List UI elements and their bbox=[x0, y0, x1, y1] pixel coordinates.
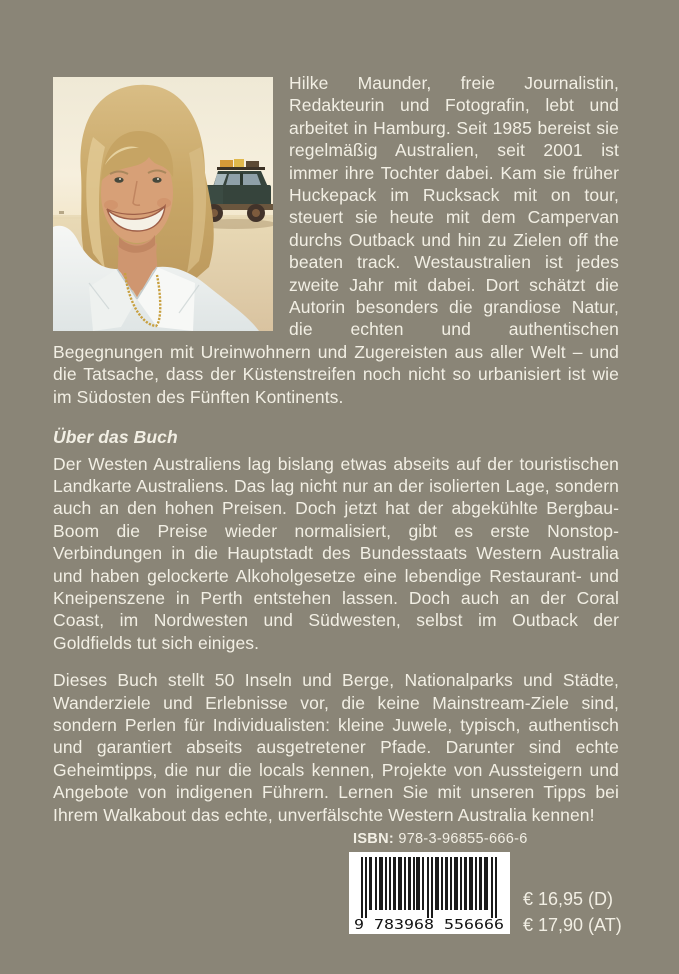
isbn-block bbox=[349, 830, 622, 934]
about-heading: Über das Buch bbox=[53, 427, 178, 448]
back-cover-text bbox=[53, 72, 619, 826]
author-photo bbox=[53, 77, 273, 331]
about-paragraph-1: Der Westen Australiens lag bislang etwas abseits auf der touristischen Landkarte Australiens. Das lag nicht nur an der isolierten Lage, sondern auch an den hohen Preisen. Doch jetzt hat der abgekühlte Bergbau-Boom die Preise wieder normalisiert, gibt es erste Nonstop-Verbindungen in die Hauptstadt des Bundesstaats Western Australia und haben gelockerte Alkoholgesetze eine lebendige Restaurant- und Kneipenszene in Perth entstehen lassen. Doch auch an der Coral Coast, im Nordwesten und Südwesten, selbst im Outback der Goldfields tut sich einiges. bbox=[53, 453, 619, 653]
isbn-line bbox=[353, 830, 622, 849]
author-photo-illustration bbox=[53, 77, 273, 331]
ean-barcode bbox=[349, 852, 510, 934]
author-bio-paragraph bbox=[53, 72, 619, 408]
isbn-number: 978-3-96855-666-6 bbox=[398, 831, 528, 847]
price-germany: € 16,95 (D) bbox=[523, 889, 614, 909]
isbn-label: ISBN: bbox=[353, 831, 394, 847]
barcode-digits: 9 783968 556666 bbox=[354, 918, 504, 933]
author-bio-text: Hilke Maunder, freie Journalistin, Redakteurin und Fotografin, lebt und arbeitet in Hamburg. Seit 1985 bereist sie regelmäßig Australien, seit 2001 ist immer ihre Tochter dabei. Kam sie früher Huckepack im Rucksack mit on tour, steuert sie heute mit dem Campervan durchs Outback und hin zu Zielen off the beaten track. Westaustralien ist jedes zweite Jahr mit dabei. Dort schätzt die Autorin besonders die grandiose Natur, die echten und authentischen Begegnungen mit Ureinwohnern und Zugereisten aus aller Welt – und die Tatsache, dass der Küstenstreifen noch nicht so urbanisiert ist wie im Südosten des Fünften Kontinents. bbox=[53, 73, 619, 407]
barcode-bars bbox=[361, 857, 497, 918]
price-list bbox=[523, 886, 622, 938]
price-austria: € 17,90 (AT) bbox=[523, 915, 622, 935]
about-paragraph-2: Dieses Buch stellt 50 Inseln und Berge, Nationalparks und Städte, Wanderziele und Erlebnisse vor, die keine Mainstream-Ziele sind, sondern Perlen für Individualisten: kleine Juwele, typisch, authentisch und garantiert abseits ausgetretener Pfade. Darunter sind echte Geheimtipps, die nur die locals kennen, Projekte von Aussteigern und Angebote von indigenen Führern. Lernen Sie mit unseren Tipps bei Ihrem Walkabout das echte, unverfälschte Western Australia kennen! bbox=[53, 670, 619, 825]
